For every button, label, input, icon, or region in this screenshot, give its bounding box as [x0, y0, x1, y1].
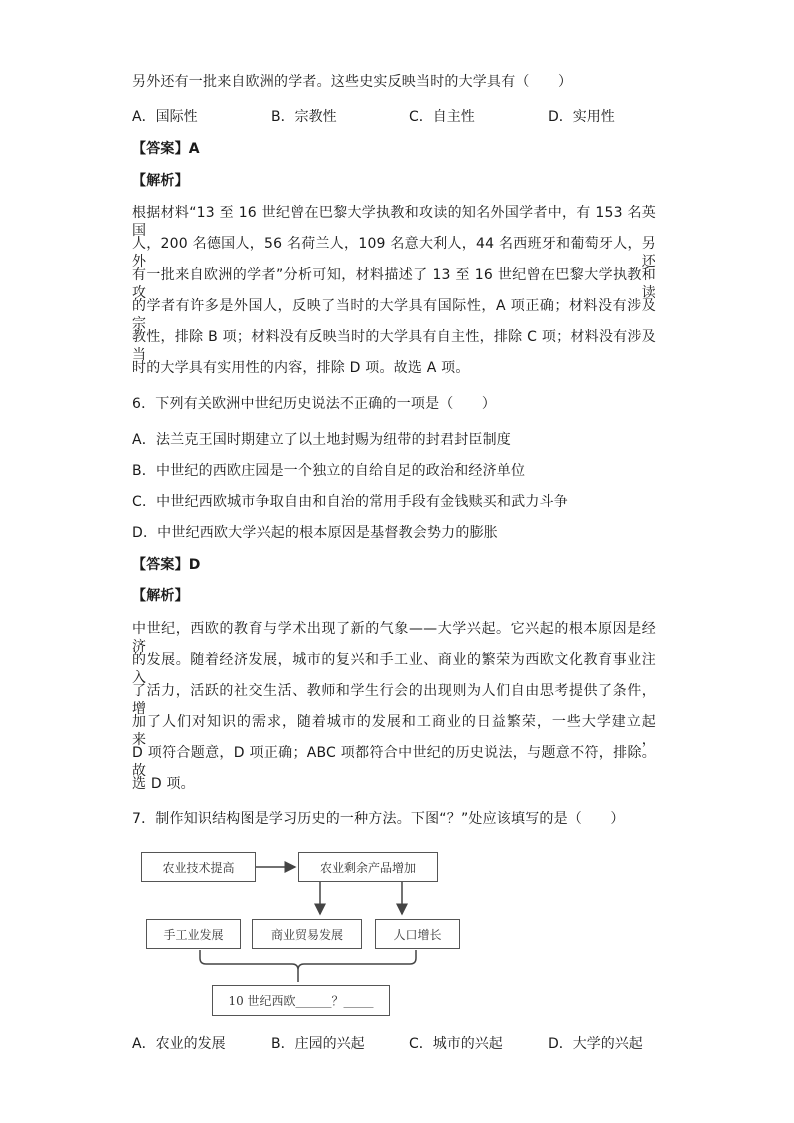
q7-stem: 7．制作知识结构图是学习历史的一种方法。下图“？”处应该填写的是（ ）	[132, 811, 625, 827]
bracket-connector	[200, 950, 416, 982]
q6-analysis-line: 加了人们对知识的需求，随着城市的发展和工商业的日益繁荣，一些大学建立起来，	[132, 714, 656, 748]
q5-analysis-line: 有一批来自欧洲的学者”分析可知，材料描述了 13 至 16 世纪曾在巴黎大学执教和攻读	[132, 267, 656, 301]
q6-analysis-line: 选 D 项。	[132, 776, 195, 792]
q6-option-d: D．中世纪西欧大学兴起的根本原因是基督教会势力的膨胀	[132, 525, 498, 541]
q6-analysis-line: 中世纪，西欧的教育与学术出现了新的气象——大学兴起。它兴起的根本原因是经济	[132, 621, 656, 655]
q6-option-b: B．中世纪的西欧庄园是一个独立的自给自足的政治和经济单位	[132, 463, 526, 479]
q6-stem: 6．下列有关欧洲中世纪历史说法不正确的一项是（ ）	[132, 396, 497, 412]
q5-analysis-line: 教性，排除 B 项；材料没有反映当时的大学具有自主性，排除 C 项；材料没有涉及当	[132, 329, 656, 363]
diagram-box-population: 人口增长	[375, 919, 460, 949]
q5-analysis-line: 人，200 名德国人，56 名荷兰人，109 名意大利人，44 名西班牙和葡萄牙人，另外还	[132, 236, 656, 270]
q7-option-b: B．庄园的兴起	[271, 1036, 365, 1052]
q5-analysis-line: 的学者有许多是外国人，反映了当时的大学具有国际性，A 项正确；材料没有涉及宗	[132, 298, 656, 332]
q5-option-c: C．自主性	[409, 109, 475, 125]
q6-analysis-line: 的发展。随着经济发展，城市的复兴和手工业、商业的繁荣为西欧文化教育事业注入	[132, 652, 656, 686]
q5-analysis-label: 【解析】	[132, 173, 189, 189]
q5-option-a: A．国际性	[132, 109, 198, 125]
q5-stem-continued: 另外还有一批来自欧洲的学者。这些史实反映当时的大学具有（ ）	[132, 74, 573, 90]
q5-analysis-line: 时的大学具有实用性的内容，排除 D 项。故选 A 项。	[132, 360, 470, 376]
diagram-box-result: 10 世纪西欧______？_____	[212, 985, 390, 1016]
q6-answer: 【答案】D	[132, 557, 201, 573]
diagram-box-handicraft: 手工业发展	[146, 919, 241, 949]
q6-analysis-line: 了活力，活跃的社交生活、教师和学生行会的出现则为人们自由思考提供了条件，增	[132, 683, 656, 717]
diagram-box-agri-surplus: 农业剩余产品增加	[298, 852, 438, 882]
diagram-box-agri-tech: 农业技术提高	[141, 852, 256, 882]
q5-option-d: D．实用性	[548, 109, 615, 125]
q7-option-c: C．城市的兴起	[409, 1036, 503, 1052]
q6-option-a: A．法兰克王国时期建立了以土地封赐为纽带的封君封臣制度	[132, 432, 511, 448]
q7-option-a: A．农业的发展	[132, 1036, 226, 1052]
q6-option-c: C．中世纪西欧城市争取自由和自治的常用手段有金钱赎买和武力斗争	[132, 494, 568, 510]
q5-option-b: B．宗教性	[271, 109, 337, 125]
q7-option-d: D．大学的兴起	[548, 1036, 643, 1052]
q6-analysis-label: 【解析】	[132, 588, 189, 604]
q5-answer: 【答案】A	[132, 141, 200, 157]
q5-analysis-line: 根据材料“13 至 16 世纪曾在巴黎大学执教和攻读的知名外国学者中，有 153 名英国	[132, 205, 656, 239]
diagram-box-commerce: 商业贸易发展	[252, 919, 362, 949]
q6-analysis-line: D 项符合题意，D 项正确；ABC 项都符合中世纪的历史说法，与题意不符，排除。故	[132, 745, 656, 779]
